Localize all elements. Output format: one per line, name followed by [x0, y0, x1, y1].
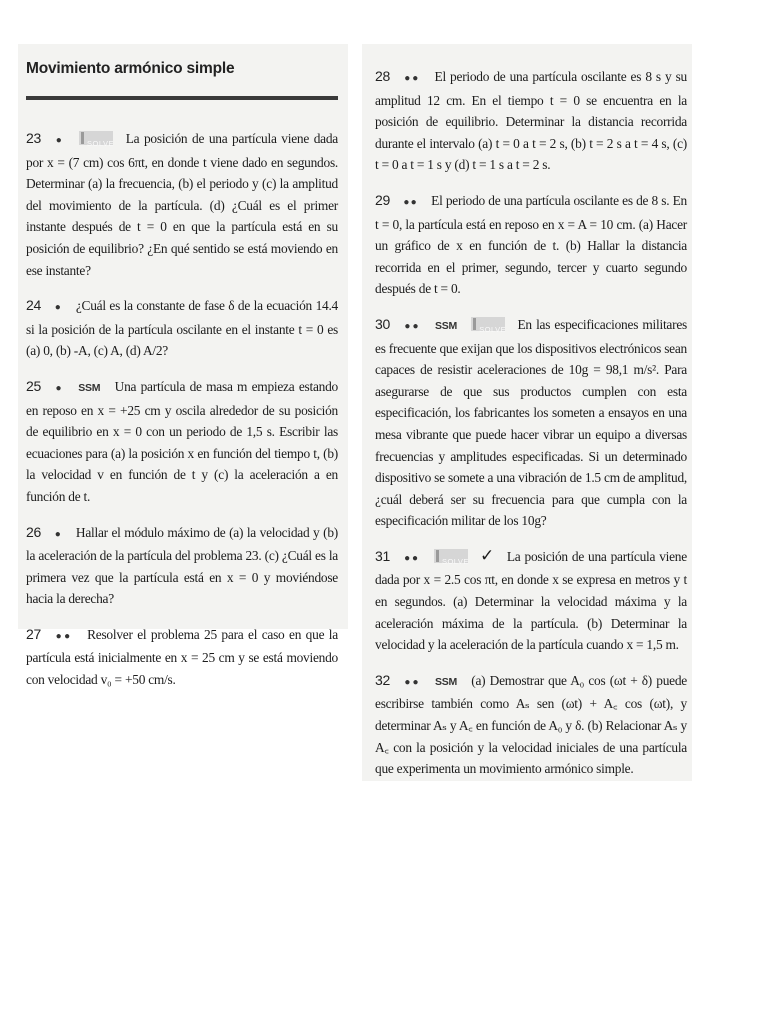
difficulty-dots: ●●: [403, 196, 418, 208]
difficulty-dots: ●●: [404, 676, 421, 688]
difficulty-dots: ●●: [404, 73, 421, 84]
difficulty-dots: ●●: [404, 320, 421, 332]
problem-32: [375, 670, 687, 780]
problem-number: 32: [375, 671, 391, 688]
problem-text: En las especificaciones militares es frecuente que exijan que los dispositivos electrónicos sean capaces de resistir aceleraciones de 10g = 98,1 m/s². Para asegurarse de que sus productos cumplen con esta especificación, los fabricantes los someten a ensayos en una mesa vibrante que puede hacer vibrar un equipo a diversas frecuencias y amplitudes especificadas. Si un determinado dispositivo se somete a una vibración de 1.5 cm de amplitud, ¿cuál deberá ser su frecuencia para que cumpla con la especificación militar de los 10g?: [375, 316, 687, 529]
problem-text: La posición de una partícula viene dada por x = 2.5 cos πt, en donde x se expresa en metros y t en segundos. (a) Determinar la velocidad máxima y la aceleración máxima de la partícula. (b) Determinar la velocidad y la aceleración de la partícula cuando x = 1,5 m.: [375, 548, 687, 653]
problem-27: [26, 624, 338, 691]
ssm-badge: SSM: [435, 675, 458, 688]
difficulty-dots: ●●: [55, 630, 73, 642]
section-title-rule: [26, 96, 338, 100]
left-column: [26, 128, 338, 705]
problem-number: 30: [375, 315, 391, 332]
problem-number: 24: [26, 297, 42, 314]
difficulty-dots: ●: [54, 302, 63, 314]
difficulty-dots: ●: [55, 135, 65, 146]
problem-number: 26: [26, 523, 42, 540]
problem-text: La posición de una partícula viene dada por x = (7 cm) cos 6πt, en donde t viene dado en segundos. Determinar (a) la frecuencia, (b) el periodo y (c) la amplitud del movimiento de la partícula. (d) ¿Cuál es el primer instante después de t = 0 en que la partícula está en su posición de equilibrio? ¿En qué sentido se está moviendo en ese instante?: [26, 131, 338, 278]
checkmark-icon: ✓: [479, 545, 495, 566]
right-column: [375, 66, 687, 794]
problem-text: Una partícula de masa m empieza estando en reposo en x = +25 cm y oscila alrededor de su posición de equilibrio en x = 0 con un periodo de 1,5 s. Escribir las ecuaciones para (a) la posición x en función del tiempo t, (b) la velocidad v en función de t y (c) la aceleración a en función de t.: [26, 378, 338, 504]
ssm-badge: SSM: [78, 381, 101, 394]
ssm-badge: SSM: [434, 319, 457, 332]
problem-30: [375, 314, 687, 532]
problem-number: 28: [375, 68, 391, 84]
problem-24: [26, 295, 338, 362]
isolve-icon: SOLVE: [79, 131, 113, 145]
section-title: Movimiento armónico simple: [26, 60, 235, 77]
problem-26: [26, 522, 338, 610]
problem-23: [26, 128, 338, 281]
problem-number: 23: [26, 130, 42, 146]
problem-28: [375, 66, 687, 176]
problem-text: (a) Demostrar que A₀ cos (ωt + δ) puede escribirse también como Aₛ sen (ωt) + A꜀ cos (ωt), y determinar Aₛ y A꜀ en función de A₀ y δ. (b) Relacionar Aₛ y A꜀ con la posición y la velocidad iniciales de una partícula que experimenta un movimiento armónico simple.: [375, 672, 687, 777]
difficulty-dots: ●: [55, 382, 64, 394]
problem-text: El periodo de una partícula oscilante es de 8 s. En t = 0, la partícula está en reposo en x = A = 10 cm. (a) Hacer un gráfico de x en función de t. (b) Hallar la distancia recorrida en el primer, segundo, tercer y cuarto segundo después de t = 0.: [375, 192, 687, 297]
problem-number: 27: [26, 625, 42, 642]
problem-31: [375, 546, 687, 656]
problem-text: Hallar el módulo máximo de (a) la velocidad y (b) la aceleración de la partícula del problema 23. (c) ¿Cuál es la primera vez que la partícula está en x = 0 y moviéndose hacia la derecha?: [26, 524, 338, 607]
problem-29: [375, 190, 687, 300]
problem-number: 25: [26, 377, 42, 394]
problem-number: 29: [375, 191, 391, 208]
problem-text: El periodo de una partícula oscilante es 8 s y su amplitud 12 cm. En el tiempo t = 0 se encuentra en la posición de equilibrio. Determinar la distancia recorrida durante el intervalo (a) t = 0 a t = 2 s, (b) t = 2 s a t = 4 s, (c) t = 0 a t = 1 s y (d) t = 1 s a t = 2 s.: [375, 69, 687, 173]
problem-25: [26, 376, 338, 508]
problem-text: Resolver el problema 25 para el caso en que la partícula está inicialmente en x = 25 cm y se está moviendo con velocidad v₀ = +50 cm/s.: [26, 626, 338, 688]
problem-number: 31: [375, 547, 391, 564]
problem-text: ¿Cuál es la constante de fase δ de la ecuación 14.4 si la posición de la partícula oscilante en el instante t = 0 es (a) 0, (b) -A, (c) A, (d) A/2?: [26, 298, 338, 359]
difficulty-dots: ●●: [404, 552, 420, 564]
difficulty-dots: ●: [54, 528, 63, 540]
isolve-icon: SOLVE: [471, 317, 505, 331]
isolve-icon: SOLVE: [434, 549, 468, 563]
